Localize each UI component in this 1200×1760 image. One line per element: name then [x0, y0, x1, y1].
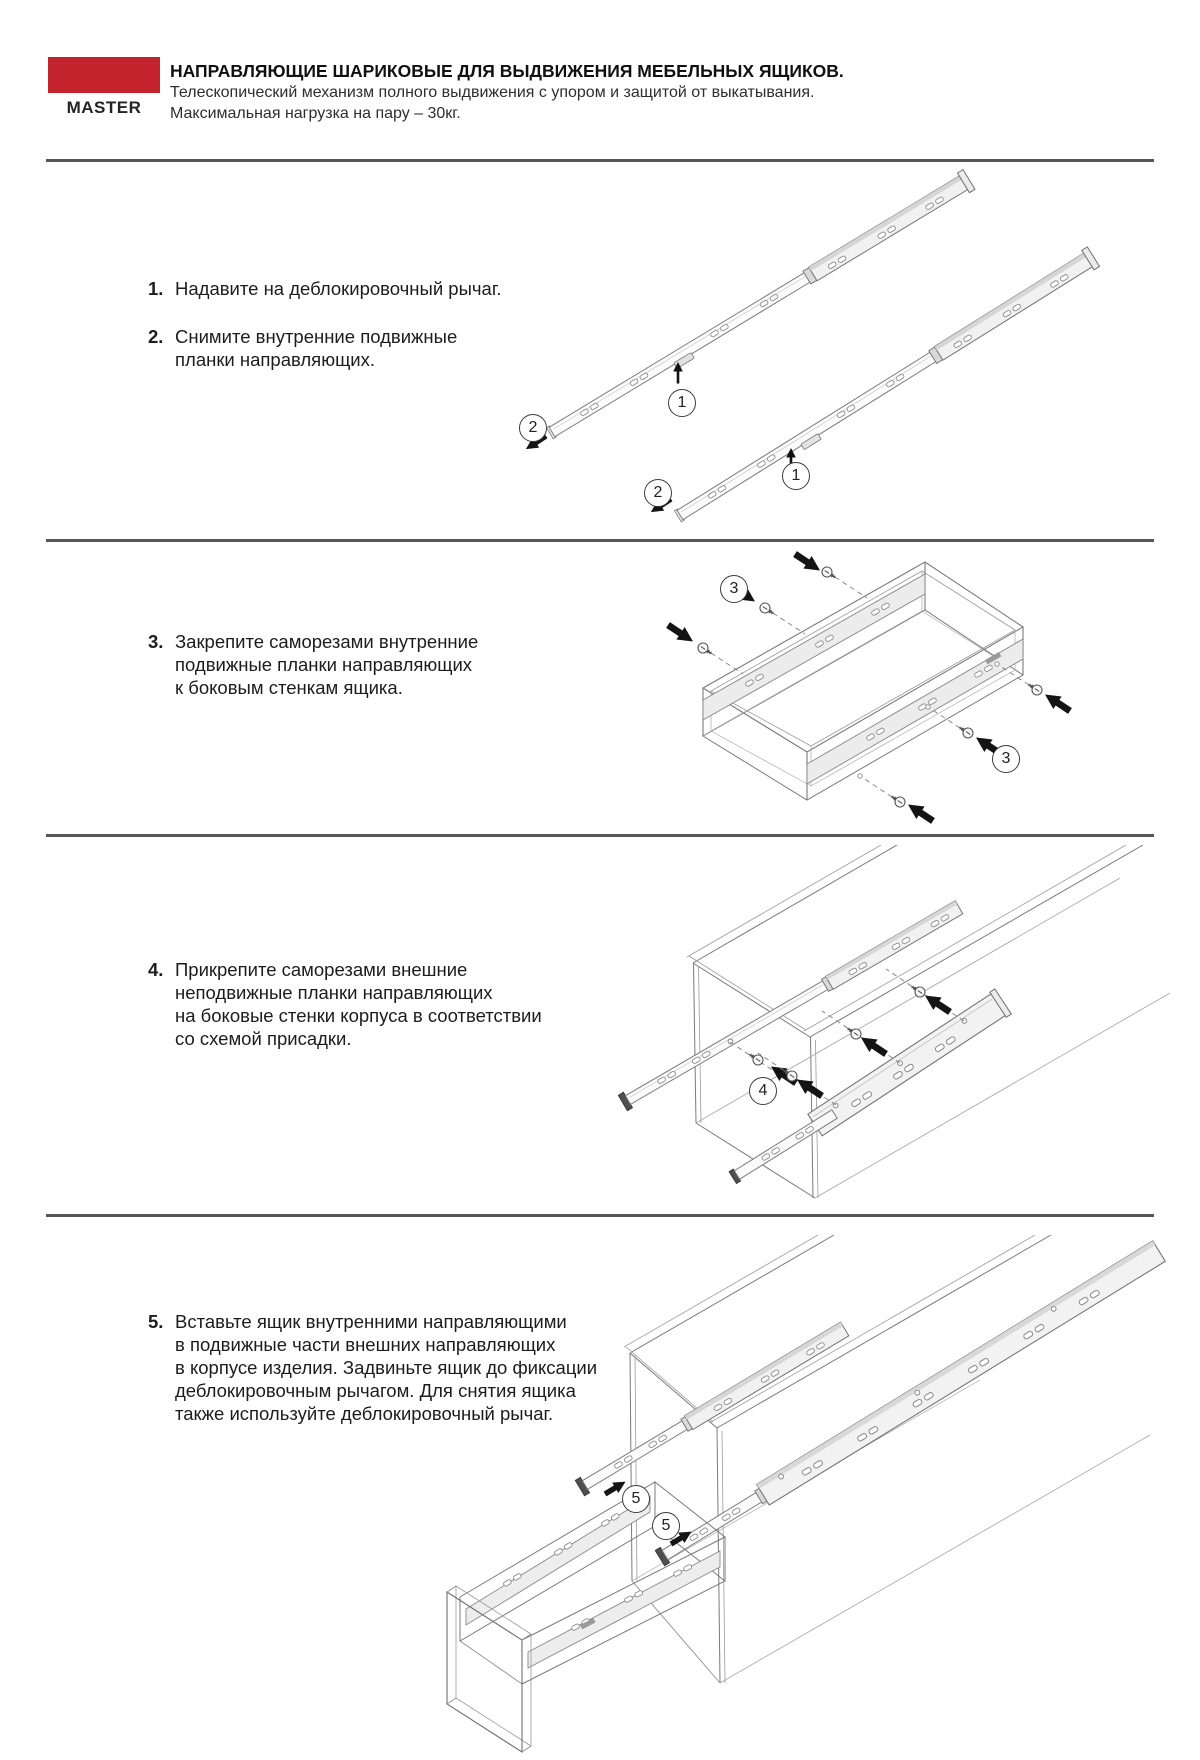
screw-icon: [844, 1023, 863, 1040]
screw-icon: [696, 641, 715, 658]
drive-arrow-icon: [857, 1031, 890, 1060]
subtitle-line-1: Телескопический механизм полного выдвижения с упором и защитой от выкатывания.: [170, 84, 815, 101]
brand-name: MASTER: [66, 98, 142, 117]
callout-4-badge: 4: [749, 1077, 777, 1105]
callout-5-badge: 5: [622, 1485, 650, 1513]
drive-arrow-icon: [664, 619, 697, 648]
screw-icon: [956, 722, 975, 739]
step-3-number: 3.: [148, 631, 164, 652]
step-4-number: 4.: [148, 959, 164, 980]
step-2-number: 2.: [148, 326, 164, 347]
step-1-text: Надавите на деблокировочный рычаг.: [175, 278, 502, 299]
screw-icon: [888, 791, 907, 808]
step-2: [148, 325, 457, 371]
step-4-text: Прикрепите саморезами внешние неподвижные планки направляющих на боковые стенки корпуса в соответствии со схемой присадки.: [175, 959, 542, 1049]
screw-icon: [1025, 679, 1044, 696]
step-1-number: 1.: [148, 278, 164, 299]
callout-2-badge: 2: [644, 479, 672, 507]
drive-arrow-icon: [904, 798, 937, 827]
step-2-text: Снимите внутренние подвижные планки направляющих.: [175, 326, 458, 370]
screw-icon: [820, 565, 839, 582]
step-3: [148, 630, 478, 699]
step-5-number: 5.: [148, 1311, 164, 1332]
callout-3-badge: 3: [720, 575, 748, 603]
callout-3-badge: 3: [992, 745, 1020, 773]
drive-arrow-icon: [1041, 688, 1074, 717]
screw-icon: [758, 601, 777, 618]
screw-icon: [746, 1049, 765, 1066]
callout-5-badge: 5: [652, 1512, 680, 1540]
illustration-insert-drawer: [420, 1235, 1180, 1760]
illustration-fix-rails-to-drawer: [600, 541, 1160, 833]
page-title: НАПРАВЛЯЮЩИЕ ШАРИКОВЫЕ ДЛЯ ВЫДВИЖЕНИЯ МЕБЕЛЬНЫХ ЯЩИКОВ.: [170, 61, 844, 81]
callout-1-badge: 1: [782, 462, 810, 490]
callout-2-badge: 2: [519, 414, 547, 442]
screw-icon: [908, 981, 927, 998]
drive-arrow-icon: [921, 989, 954, 1018]
step-5-text: Вставьте ящик внутренними направляющими в подвижные части внешних направляющих в корпусе изделия. Задвиньте ящик до фиксации деблокировочным рычагом. Для снятия ящика также используйте деблокировочный рычаг.: [175, 1311, 598, 1424]
drive-arrow-icon: [791, 548, 824, 577]
brand-logo: [48, 57, 160, 93]
callout-1-badge: 1: [668, 389, 696, 417]
step-3-text: Закрепите саморезами внутренние подвижные планки направляющих к боковым стенкам ящика.: [175, 631, 479, 698]
step-4: [148, 958, 542, 1050]
drive-arrow-icon: [793, 1073, 826, 1102]
subtitle-line-2: Максимальная нагрузка на пару – 30кг.: [170, 105, 461, 122]
section-divider: [46, 834, 1154, 837]
illustration-fix-rails-to-cabinet: [600, 845, 1170, 1217]
header: [170, 60, 1070, 124]
